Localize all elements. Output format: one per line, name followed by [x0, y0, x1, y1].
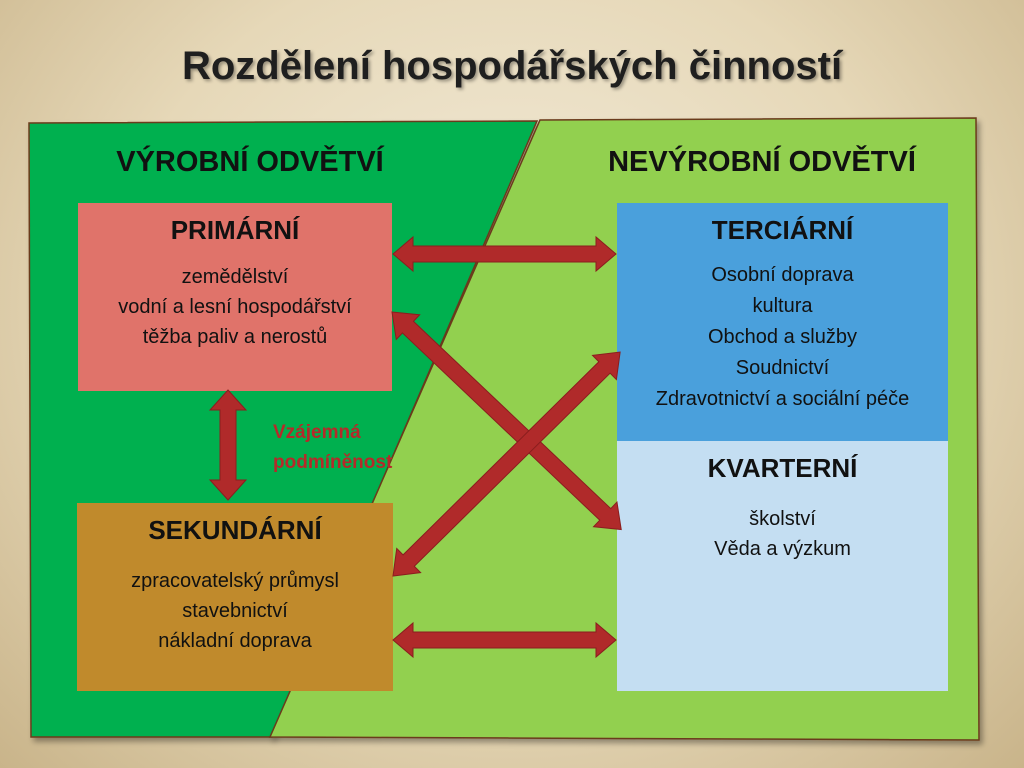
quaternary-items	[617, 504, 948, 564]
primary-sector	[78, 203, 392, 391]
tertiary-sector	[617, 203, 948, 441]
page-title: Rozdělení hospodářských činností	[181, 44, 843, 88]
tertiary-items	[617, 260, 948, 415]
quaternary-sector	[617, 441, 948, 691]
list-item: stavebnictví	[182, 600, 288, 622]
list-item: zemědělství	[181, 266, 289, 288]
list-item: nákladní doprava	[158, 630, 312, 652]
quaternary-title: KVARTERNÍ	[707, 453, 858, 483]
mutual-label-line: podmíněnost	[273, 452, 393, 473]
secondary-sector	[77, 503, 393, 691]
list-item: Soudnictví	[735, 357, 830, 379]
list-item: Osobní doprava	[711, 264, 854, 286]
list-item: zpracovatelský průmysl	[131, 570, 339, 592]
mutual-dependence-label	[273, 418, 392, 478]
list-item: vodní a lesní hospodářství	[118, 296, 352, 318]
nonproduction-heading: NEVÝROBNÍ ODVĚTVÍ	[608, 146, 916, 178]
primary-title: PRIMÁRNÍ	[170, 215, 300, 245]
secondary-items	[77, 566, 393, 656]
list-item: školství	[749, 508, 816, 530]
list-item: Obchod a služby	[708, 326, 857, 348]
production-heading: VÝROBNÍ ODVĚTVÍ	[116, 146, 384, 178]
list-item: těžba paliv a nerostů	[142, 326, 328, 348]
list-item: Zdravotnictví a sociální péče	[655, 388, 910, 410]
mutual-label-line: Vzájemná	[273, 422, 361, 443]
secondary-title: SEKUNDÁRNÍ	[148, 515, 322, 545]
tertiary-title: TERCIÁRNÍ	[711, 215, 854, 245]
list-item: kultura	[752, 295, 813, 317]
list-item: Věda a výzkum	[714, 538, 851, 560]
primary-items	[78, 262, 392, 352]
